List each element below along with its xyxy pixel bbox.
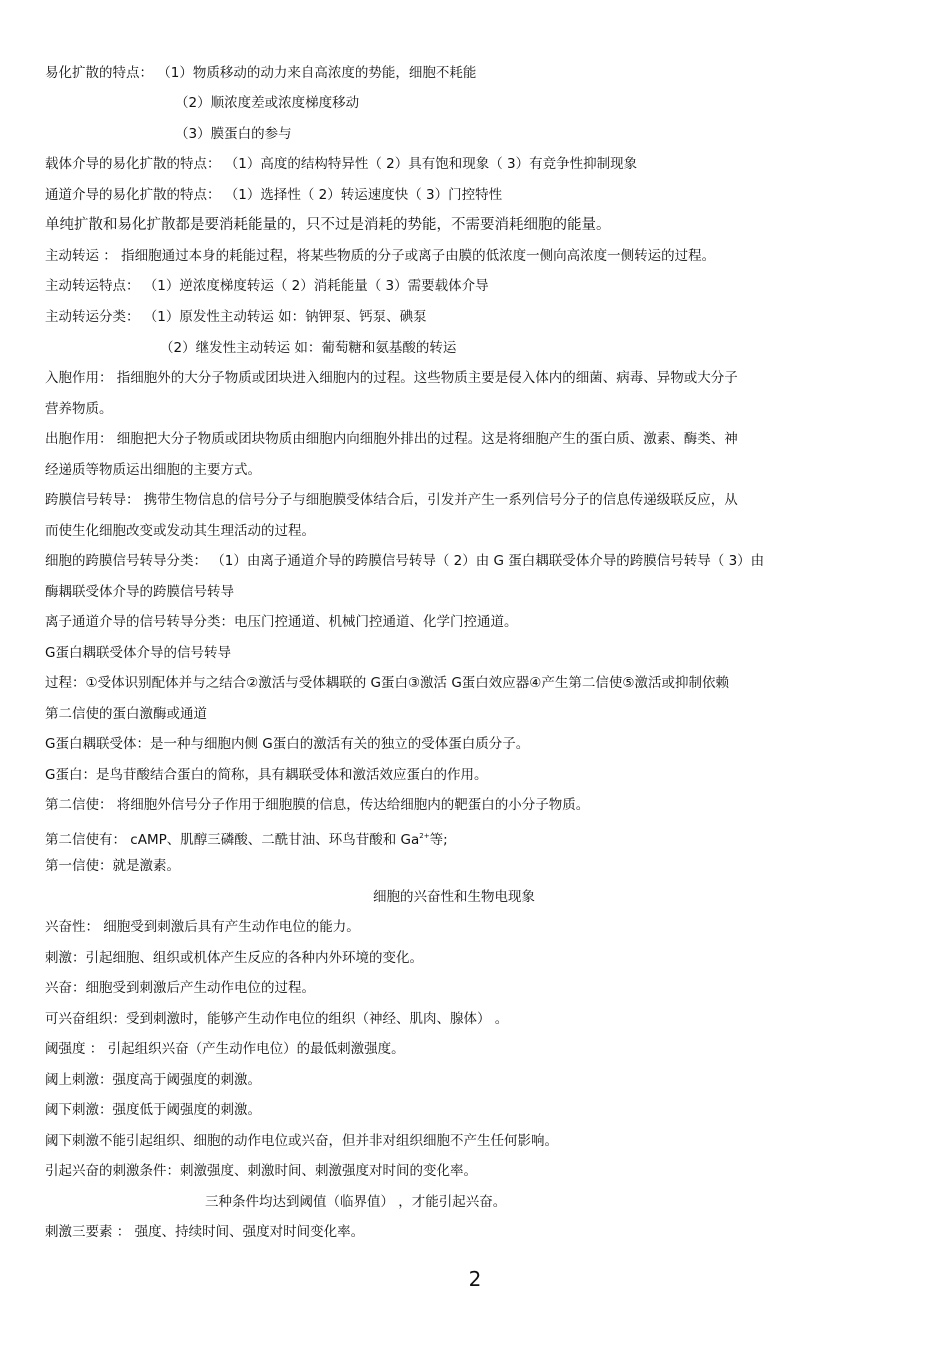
- text-line: G蛋白：是鸟苷酸结合蛋白的简称，具有耦联受体和激活效应蛋白的作用。: [45, 767, 488, 783]
- text-line: （3）膜蛋白的参与: [175, 126, 292, 142]
- text-line: 过程：①受体识别配体并与之结合②激活与受体耦联的 G蛋白③激活 G蛋白效应器④产生第二信使⑤激活或抑制依赖: [45, 675, 730, 691]
- text-line: 入胞作用： 指细胞外的大分子物质或团块进入细胞内的过程。这些物质主要是侵入体内的细菌、病毒、异物或大分子: [45, 370, 738, 386]
- text-line: 阈下刺激不能引起组织、细胞的动作电位或兴奋，但并非对组织细胞不产生任何影响。: [45, 1133, 558, 1149]
- text-line: 单纯扩散和易化扩散都是要消耗能量的，只不过是消耗的势能，不需要消耗细胞的能量。: [45, 217, 611, 233]
- text-line: 经递质等物质运出细胞的主要方式。: [45, 462, 261, 478]
- text-line: 兴奋：细胞受到刺激后产生动作电位的过程。: [45, 980, 315, 996]
- text-line: 载体介导的易化扩散的特点： （1）高度的结构特异性（ 2）具有饱和现象（ 3）有竞争性抑制现象: [45, 156, 638, 172]
- text-line: （2）顺浓度差或浓度梯度移动: [175, 95, 360, 111]
- text-line: 刺激：引起细胞、组织或机体产生反应的各种内外环境的变化。: [45, 950, 423, 966]
- text-line: 出胞作用： 细胞把大分子物质或团块物质由细胞内向细胞外排出的过程。这是将细胞产生的蛋白质、激素、酶类、神: [45, 431, 738, 447]
- superscript: 2+: [419, 832, 430, 840]
- text-line: 阈上刺激：强度高于阈强度的刺激。: [45, 1072, 261, 1088]
- text-line: 营养物质。: [45, 401, 113, 417]
- text-line: 三种条件均达到阈值（临界值） ，才能引起兴奋。: [205, 1194, 507, 1210]
- text-line: 可兴奋组织：受到刺激时，能够产生动作电位的组织（神经、肌肉、腺体） 。: [45, 1011, 509, 1027]
- text-line: 离子通道介导的信号转导分类：电压门控通道、机械门控通道、化学门控通道。: [45, 614, 518, 630]
- page-number: 2: [468, 1267, 482, 1291]
- text-line: 阈强度 ： 引起组织兴奋（产生动作电位）的最低刺激强度。: [45, 1041, 405, 1057]
- text-line: 阈下刺激：强度低于阈强度的刺激。: [45, 1102, 261, 1118]
- text-line: [45, 827, 448, 849]
- text-line: 第一信使：就是激素。: [45, 858, 180, 874]
- text-line: 刺激三要素 ： 强度、持续时间、强度对时间变化率。: [45, 1224, 365, 1240]
- text-line: 主动转运 ： 指细胞通过本身的耗能过程，将某些物质的分子或离子由膜的低浓度一侧向高浓度一侧转运的过程。: [45, 248, 716, 264]
- text-line: 兴奋性： 细胞受到刺激后具有产生动作电位的能力。: [45, 919, 360, 935]
- text-line: 主动转运特点： （1）逆浓度梯度转运（ 2）消耗能量（ 3）需要载体介导: [45, 278, 489, 294]
- text-line: 而使生化细胞改变或发动其生理活动的过程。: [45, 523, 315, 539]
- text-line: 通道介导的易化扩散的特点： （1）选择性（ 2）转运速度快（ 3）门控特性: [45, 187, 503, 203]
- text-line: （2）继发性主动转运 如：葡萄糖和氨基酸的转运: [160, 340, 457, 356]
- text-line: 第二信使的蛋白激酶或通道: [45, 706, 207, 722]
- text-line: 易化扩散的特点： （1）物质移动的动力来自高浓度的势能，细胞不耗能: [45, 65, 477, 81]
- text-line: G蛋白耦联受体介导的信号转导: [45, 645, 231, 661]
- text-line: 引起兴奋的刺激条件：刺激强度、刺激时间、刺激强度对时间的变化率。: [45, 1163, 477, 1179]
- text-line: G蛋白耦联受体：是一种与细胞内侧 G蛋白的激活有关的独立的受体蛋白质分子。: [45, 736, 530, 752]
- text-line: 跨膜信号转导： 携带生物信息的信号分子与细胞膜受体结合后，引发并产生一系列信号分子的信息传递级联反应，从: [45, 492, 738, 508]
- text-line: 酶耦联受体介导的跨膜信号转导: [45, 584, 234, 600]
- text-line: 主动转运分类： （1）原发性主动转运 如：钠钾泵、钙泵、碘泵: [45, 309, 427, 325]
- text-line: 第二信使： 将细胞外信号分子作用于细胞膜的信息，传达给细胞内的靶蛋白的小分子物质。: [45, 797, 590, 813]
- second-messenger-tail: 等;: [429, 832, 448, 848]
- text-line: 细胞的跨膜信号转导分类： （1）由离子通道介导的跨膜信号转导（ 2）由 G 蛋白耦联受体介导的跨膜信号转导（ 3）由: [45, 553, 765, 569]
- second-messenger-text: 第二信使有： cAMP、肌醇三磷酸、二酰甘油、环鸟苷酸和 Ga: [45, 832, 420, 848]
- section-heading: 细胞的兴奋性和生物电现象: [373, 889, 535, 905]
